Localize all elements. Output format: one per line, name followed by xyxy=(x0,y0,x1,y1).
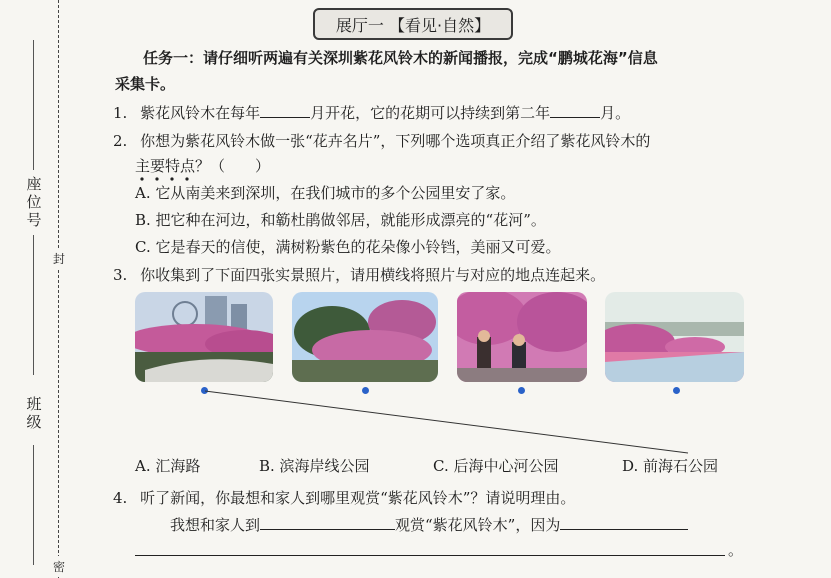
q1-text-a: 紫花风铃木在每年 xyxy=(140,104,261,122)
q4-reason-blank-1[interactable] xyxy=(560,529,688,530)
hall-title: 展厅一 【看见·自然】 xyxy=(313,8,513,40)
place-a[interactable]: A. 汇海路 xyxy=(135,457,201,475)
seal-mark-bottom: 密 xyxy=(53,556,65,577)
place-d[interactable]: D. 前海石公园 xyxy=(622,457,719,475)
q4-reason-blank-2[interactable] xyxy=(135,555,725,556)
q4-answer-row xyxy=(170,515,688,535)
q4-place-blank[interactable] xyxy=(260,529,395,530)
place-c[interactable]: C. 后海中心河公园 xyxy=(433,457,559,475)
q4 xyxy=(113,488,575,508)
q2-text: 你想为紫花风铃木做一张“花卉名片”，下列哪个选项真正介绍了紫花风铃木的 xyxy=(140,132,651,150)
q1-text-c: 月。 xyxy=(600,104,631,122)
q3-number: 3. xyxy=(113,266,128,284)
q4-answer-middle: 观赏“紫花风铃木”，因为 xyxy=(395,516,561,534)
q2-option-b[interactable]: B. 把它种在河边，和簕杜鹃做邻居，就能形成漂亮的“花河”。 xyxy=(135,211,546,229)
q4-number: 4. xyxy=(113,489,128,507)
q1-number: 1. xyxy=(113,104,128,122)
task-intro-line1: 任务一：请仔细听两遍有关深圳紫花风铃木的新闻播报，完成“鹏城花海”信息 xyxy=(143,49,658,67)
class-label: 班级 xyxy=(26,395,42,431)
q2-option-a[interactable]: A. 它从南美来到深圳，在我们城市的多个公园里安了家。 xyxy=(135,184,516,202)
seal-mark-top: 封 xyxy=(53,248,65,269)
q2-number: 2. xyxy=(113,132,128,150)
seat-label: 座位号 xyxy=(26,175,42,229)
q4-end-mark: 。 xyxy=(728,541,744,559)
q3-text: 你收集到了下面四张实景照片，请用横线将照片与对应的地点连起来。 xyxy=(140,266,606,284)
q2-option-c[interactable]: C. 它是春天的信使，满树粉紫色的花朵像小铃铛，美丽又可爱。 xyxy=(135,238,561,256)
q4-answer-prefix: 我想和家人到 xyxy=(170,516,261,534)
task-intro-line2: 采集卡。 xyxy=(115,75,176,93)
q4-text: 听了新闻，你最想和家人到哪里观赏“紫花风铃木”？请说明理由。 xyxy=(140,489,576,507)
q2-line2: 主要特点？（ ） xyxy=(135,157,271,175)
place-b[interactable]: B. 滨海岸线公园 xyxy=(259,457,370,475)
q1-text-b: 月开花，它的花期可以持续到第二年 xyxy=(310,104,551,122)
